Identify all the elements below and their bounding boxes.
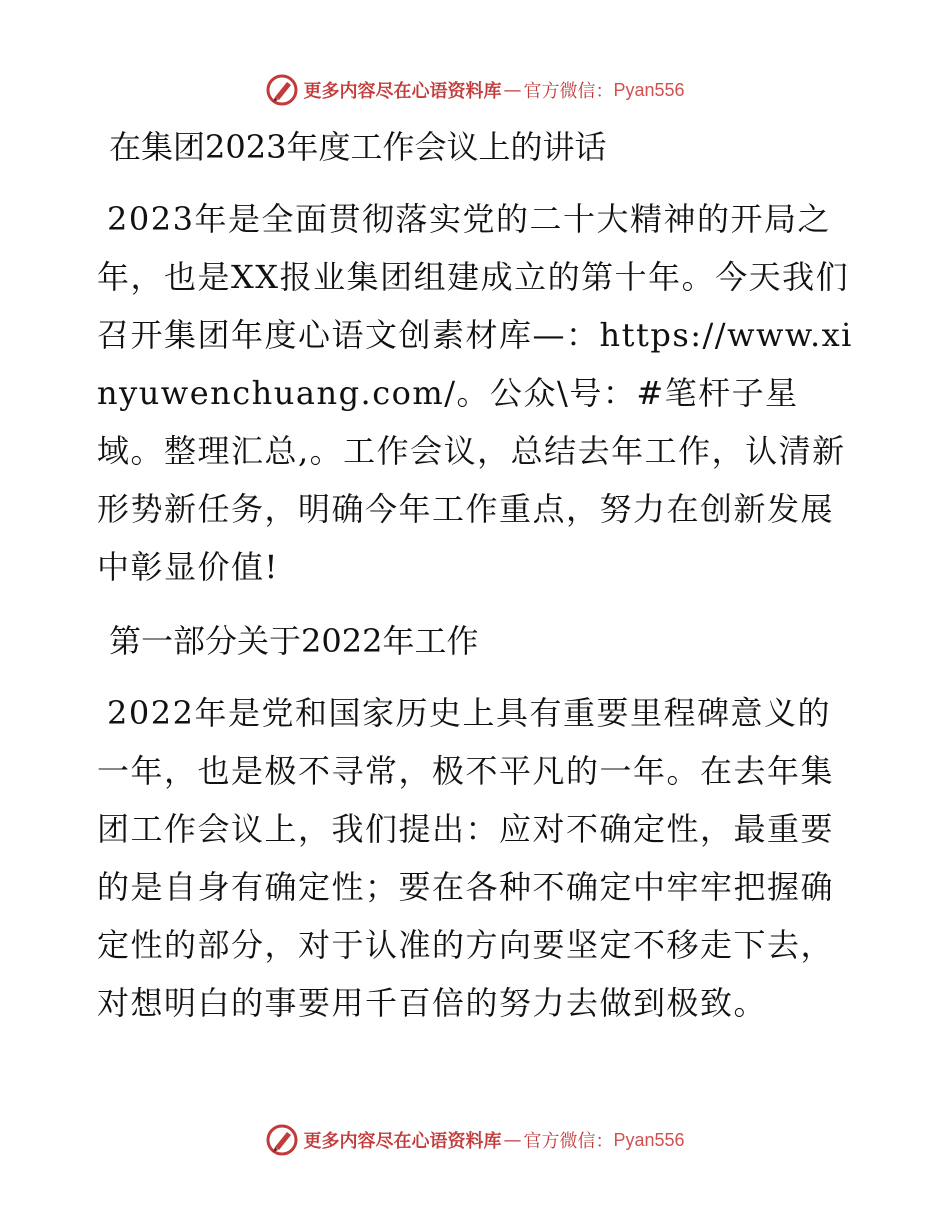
- footer-wechat-id: Pyan556: [613, 1129, 685, 1150]
- footer-banner: [0, 1120, 950, 1160]
- paragraph-intro: 2023年是全面贯彻落实党的二十大精神的开局之年，也是XX报业集团组建成立的第十年。今天我们召开集团年度心语文创素材库—：https://www.xinyuwenchuang.com/。公众\号：#笔杆子星域。整理汇总,。工作会议，总结去年工作，认清新形势新任务，明确今年工作重点，努力在创新发展中彰显价值!: [97, 200, 853, 586]
- header-dash: —: [503, 79, 522, 101]
- header-banner: [0, 70, 950, 110]
- header-colon: ：: [595, 81, 614, 102]
- spacer: [97, 176, 857, 190]
- footer-colon: ：: [595, 1131, 614, 1152]
- paragraph-2022-review: 2022年是党和国家历史上具有重要里程碑意义的一年，也是极不寻常，极不平凡的一年。在去年集团工作会议上，我们提出：应对不确定性，最重要的是自身有确定性；要在各种不确定中牢牢把握确定性的部分，对于认准的方向要坚定不移走下去，对想明白的事要用千百倍的努力去做到极致。: [97, 694, 835, 1022]
- footer-dash: —: [503, 1129, 522, 1151]
- footer-promo-text: 更多内容尽在心语资料库: [303, 1131, 502, 1152]
- header-wechat-id: Pyan556: [613, 79, 685, 100]
- section-heading: 第一部分关于2022年工作: [109, 622, 479, 660]
- document-title: 在集团2023年度工作会议上的讲话: [109, 128, 607, 166]
- pen-logo-icon: [265, 73, 299, 107]
- header-official-label: 官方微信: [523, 81, 596, 102]
- document-body: [97, 118, 857, 1032]
- pen-logo-icon: [265, 1123, 299, 1157]
- spacer: [97, 670, 857, 684]
- footer-official-label: 官方微信: [523, 1131, 596, 1152]
- spacer: [97, 596, 857, 612]
- header-promo-text: 更多内容尽在心语资料库: [303, 81, 502, 102]
